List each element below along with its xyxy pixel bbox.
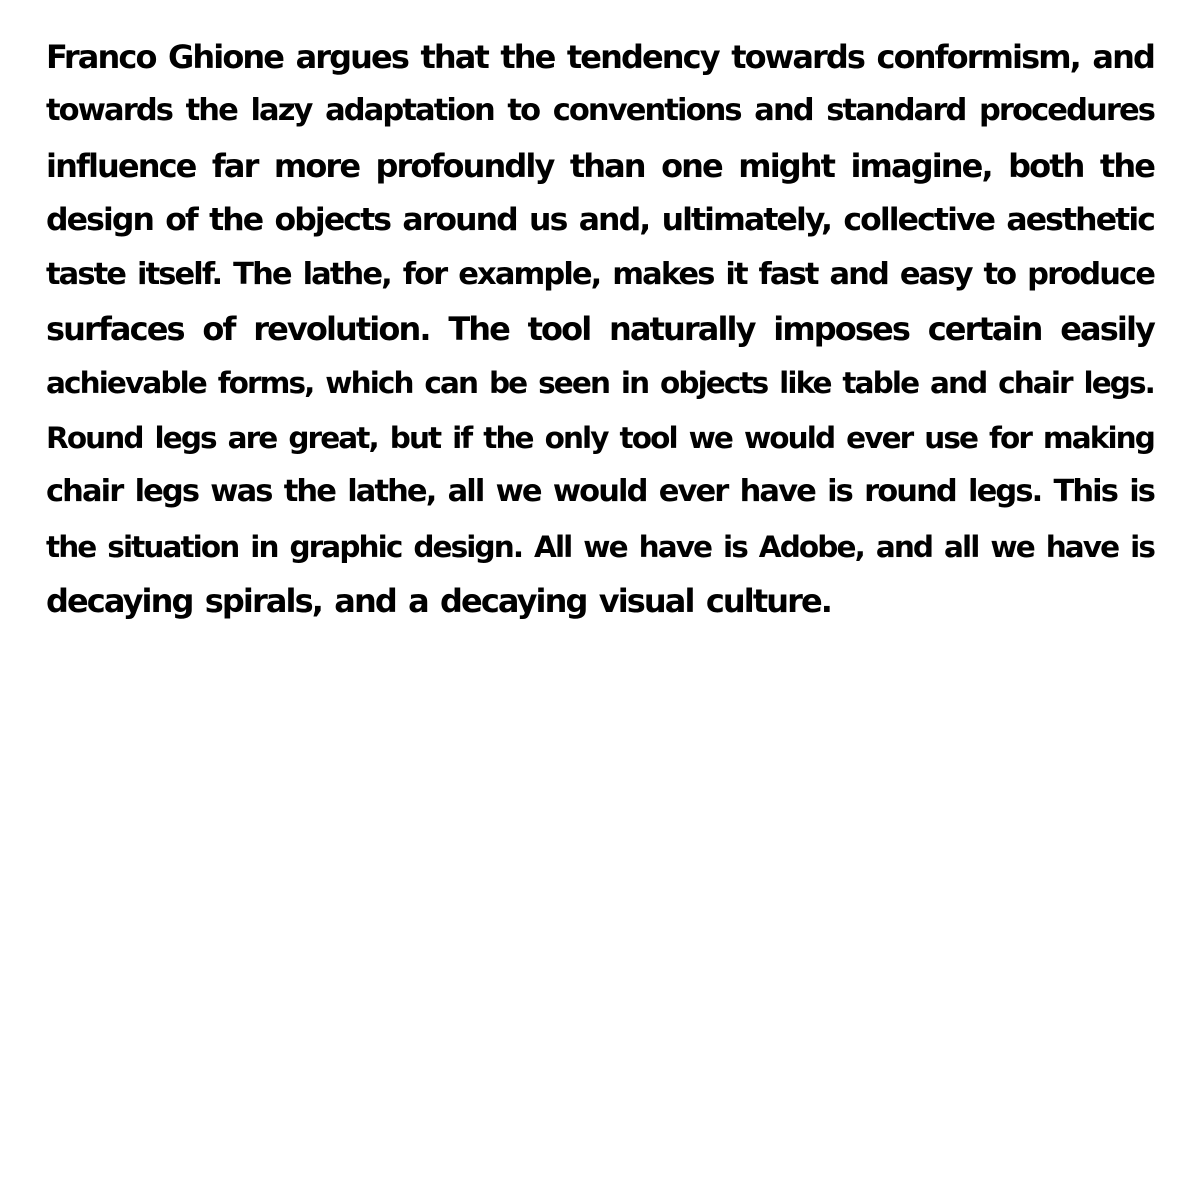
text-line: design of the objects around us and, ultimately, collective aesthetic xyxy=(46,202,1154,239)
text-line: surfaces of revolution. The tool naturally imposes certain easily xyxy=(46,309,1154,348)
text-line: Franco Ghione argues that the tendency towards conformism, and xyxy=(46,38,1154,76)
text-line: the situation in graphic design. All we have is Adobe, and all we have is xyxy=(46,529,1154,564)
text-line: Round legs are great, but if the only tool we would ever use for making xyxy=(46,420,1154,455)
text-line: towards the lazy adaptation to conventions and standard procedures xyxy=(46,93,1154,129)
text-line: taste itself. The lathe, for example, makes it fast and easy to produce xyxy=(46,256,1154,292)
text-line: achievable forms, which can be seen in objects like table and chair legs. xyxy=(46,366,1154,401)
text-line: influence far more profoundly than one might imagine, both the xyxy=(46,146,1154,185)
text-line: chair legs was the lathe, all we would ever have is round legs. This is xyxy=(46,474,1154,510)
body-paragraph xyxy=(46,30,1154,628)
text-line: decaying spirals, and a decaying visual culture. xyxy=(46,581,832,620)
